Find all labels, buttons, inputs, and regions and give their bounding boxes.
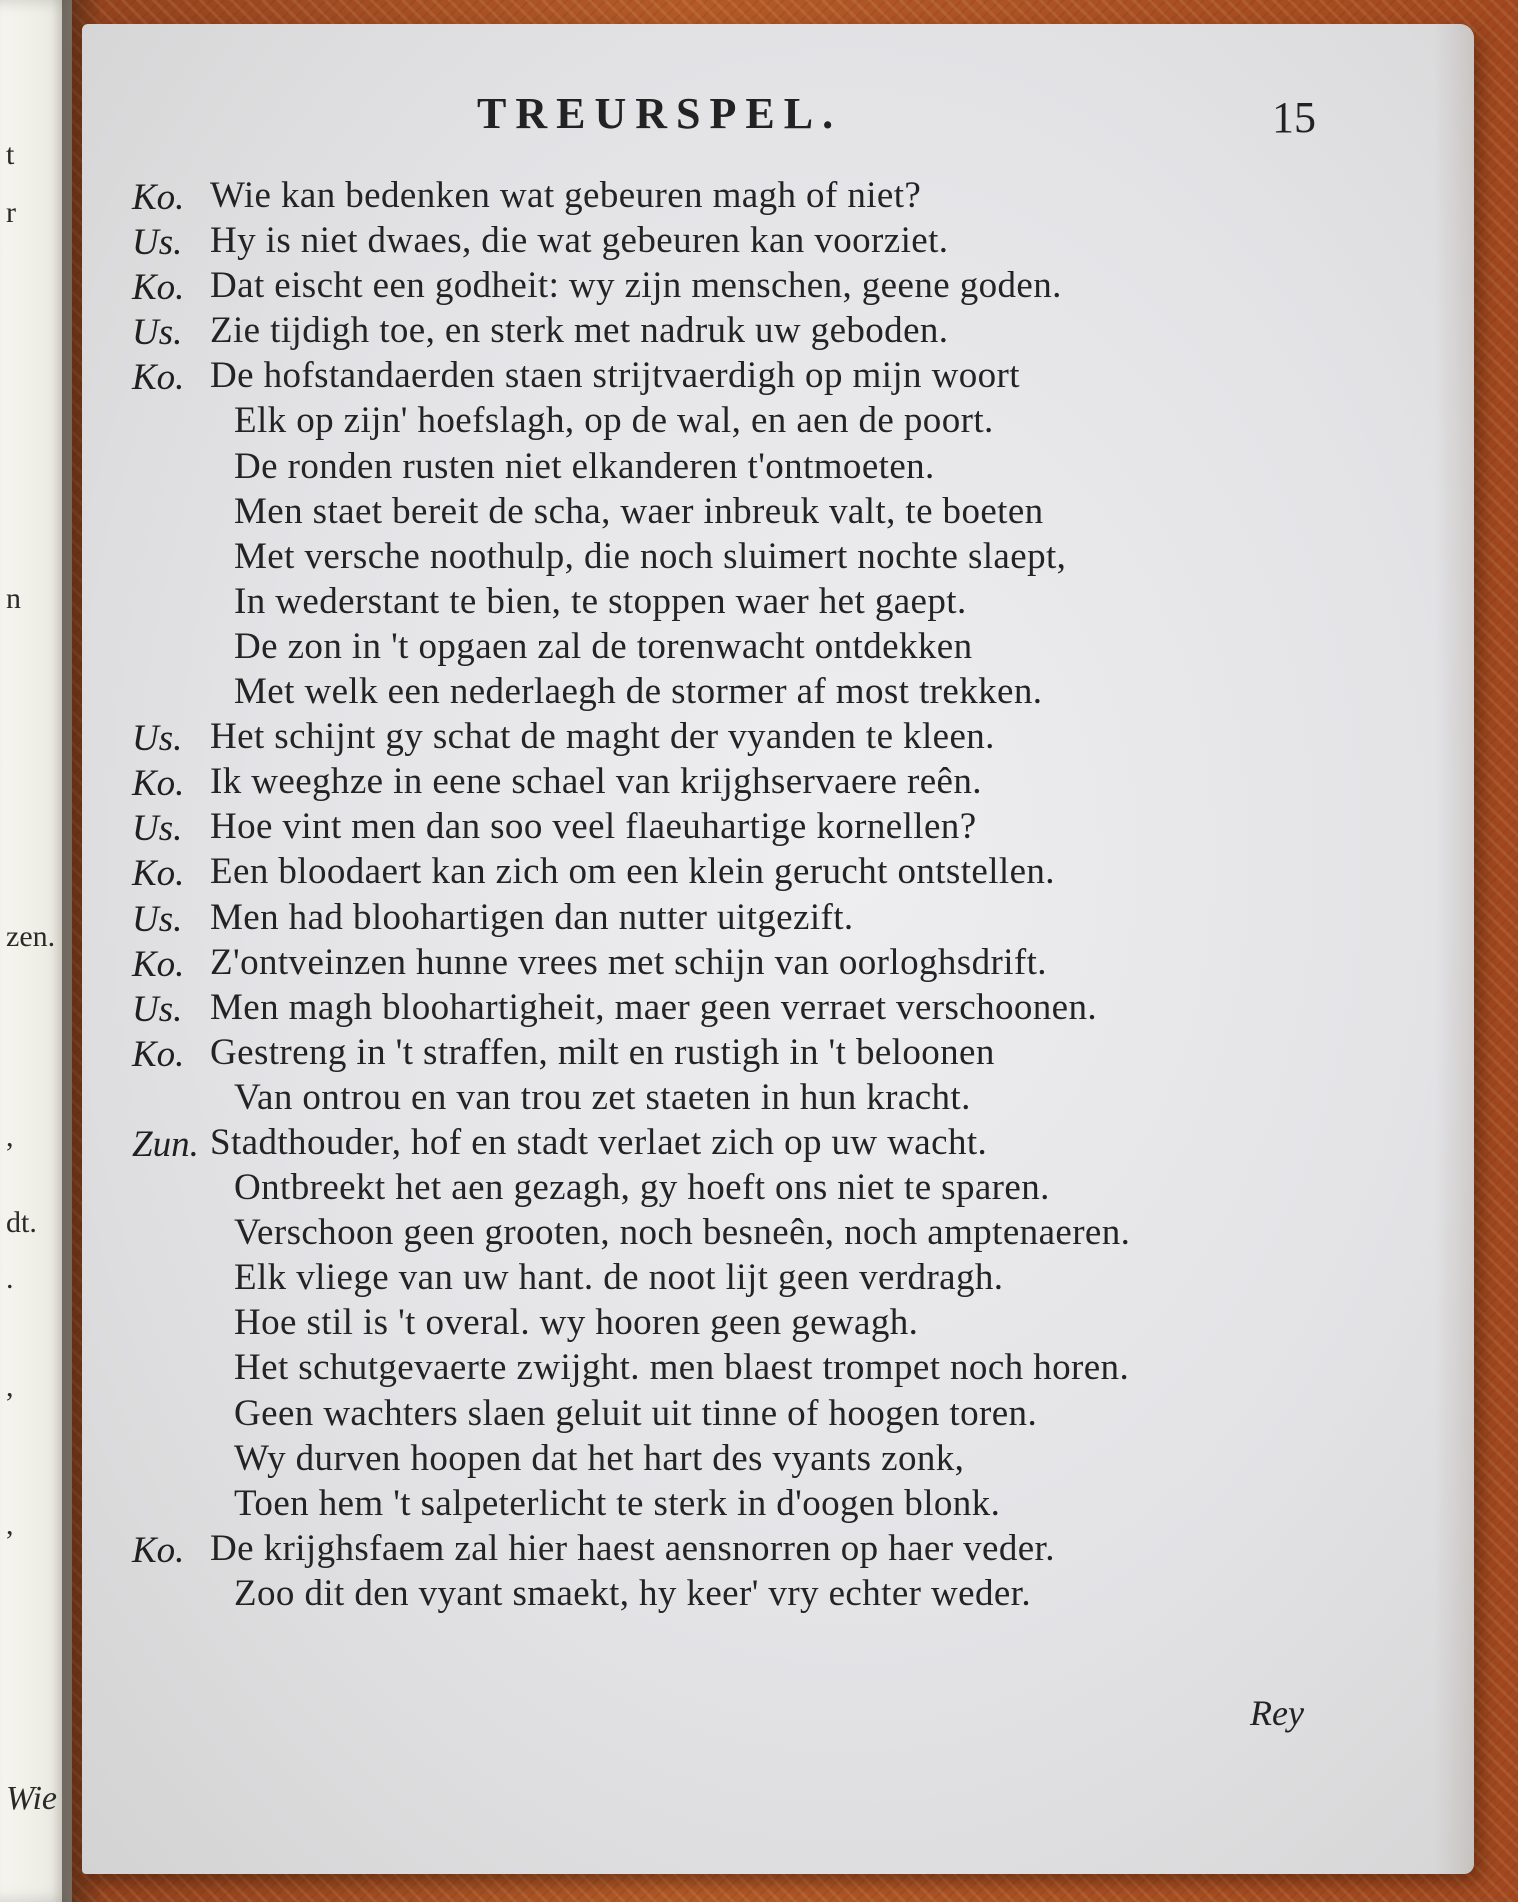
verse-line bbox=[82, 896, 1474, 941]
verse-line bbox=[82, 354, 1474, 399]
verse-line bbox=[82, 986, 1474, 1031]
facing-page-fragment: t bbox=[6, 138, 15, 171]
verse-text: Van ontrou en van trou zet staeten in hun kracht. bbox=[234, 1076, 971, 1118]
verse-text: De ronden rusten niet elkanderen t'ontmoeten. bbox=[234, 445, 935, 487]
speaker-label: Ko. bbox=[132, 763, 185, 805]
verse-line bbox=[82, 1256, 1474, 1301]
verse-text: Hoe stil is 't overal. wy hooren geen gewagh. bbox=[234, 1302, 919, 1344]
facing-page-fragment: zen. bbox=[6, 920, 56, 953]
verse-line bbox=[82, 1031, 1474, 1076]
speaker-label: Ko. bbox=[132, 357, 185, 399]
verse-text: Wy durven hoopen dat het hart des vyants zonk, bbox=[234, 1437, 965, 1479]
verse-line bbox=[82, 1482, 1474, 1527]
facing-page-fragment: , bbox=[6, 1508, 14, 1541]
verse-line bbox=[82, 760, 1474, 805]
facing-page-fragment: r bbox=[6, 196, 16, 229]
verse-line bbox=[82, 490, 1474, 535]
book-page bbox=[82, 24, 1474, 1874]
verse-text: De krijghsfaem zal hier haest aensnorren op haer veder. bbox=[210, 1527, 1055, 1569]
verse-line bbox=[82, 264, 1474, 309]
verse-line bbox=[82, 1572, 1474, 1617]
verse-text: Elk vliege van uw hant. de noot lijt geen verdragh. bbox=[234, 1257, 1004, 1299]
verse-line bbox=[82, 941, 1474, 986]
verse-text: Met welk een nederlaegh de stormer af most trekken. bbox=[234, 671, 1043, 713]
verse-line bbox=[82, 1121, 1474, 1166]
verse-text: Zie tijdigh toe, en sterk met nadruk uw geboden. bbox=[210, 310, 949, 352]
verse-line bbox=[82, 625, 1474, 670]
verse-text: Men had bloohartigen dan nutter uitgezift. bbox=[210, 896, 854, 938]
speaker-label: Us. bbox=[132, 222, 183, 264]
verse-line bbox=[82, 850, 1474, 895]
facing-page-fragment: n bbox=[6, 582, 21, 615]
verse-text: Verschoon geen grooten, noch besneên, noch amptenaeren. bbox=[234, 1212, 1131, 1254]
speaker-label: Ko. bbox=[132, 853, 185, 895]
verse-line bbox=[82, 580, 1474, 625]
verse-text: Hoe vint men dan soo veel flaeuhartige kornellen? bbox=[210, 806, 977, 848]
catchword: Rey bbox=[1250, 1693, 1304, 1733]
speaker-label: Us. bbox=[132, 718, 183, 760]
verse-text: Stadthouder, hof en stadt verlaet zich op uw wacht. bbox=[210, 1121, 988, 1163]
verse-line bbox=[82, 670, 1474, 715]
speaker-label: Us. bbox=[132, 988, 183, 1030]
speaker-label: Zun. bbox=[132, 1123, 199, 1165]
running-title: TREURSPEL. bbox=[477, 89, 843, 138]
verse-text: Men magh bloohartigheit, maer geen verraet verschoonen. bbox=[210, 986, 1098, 1028]
verse-line bbox=[82, 309, 1474, 354]
verse-line bbox=[82, 805, 1474, 850]
verse-line bbox=[82, 399, 1474, 444]
verse-text: Elk op zijn' hoefslagh, op de wal, en aen de poort. bbox=[234, 400, 994, 442]
verse-text: De zon in 't opgaen zal de torenwacht ontdekken bbox=[234, 625, 973, 667]
verse-text: Het schutgevaerte zwijght. men blaest trompet noch horen. bbox=[234, 1347, 1130, 1389]
verse-block bbox=[82, 174, 1474, 1617]
verse-text: Een bloodaert kan zich om een klein gerucht ontstellen. bbox=[210, 851, 1055, 893]
verse-line bbox=[82, 535, 1474, 580]
verse-line bbox=[82, 1166, 1474, 1211]
speaker-label: Ko. bbox=[132, 1033, 185, 1075]
verse-text: Het schijnt gy schat de maght der vyanden te kleen. bbox=[210, 716, 995, 758]
verse-text: Geen wachters slaen geluit uit tinne of hoogen toren. bbox=[234, 1392, 1038, 1434]
verse-text: De hofstandaerden staen strijtvaerdigh op mijn woort bbox=[210, 355, 1020, 397]
verse-text: Hy is niet dwaes, die wat gebeuren kan voorziet. bbox=[210, 220, 949, 262]
verse-line bbox=[82, 1527, 1474, 1572]
verse-line bbox=[82, 1076, 1474, 1121]
verse-line bbox=[82, 1392, 1474, 1437]
speaker-label: Us. bbox=[132, 808, 183, 850]
verse-text: Wie kan bedenken wat gebeuren magh of niet? bbox=[210, 175, 922, 216]
verse-text: Ontbreekt het aen gezagh, gy hoeft ons niet te sparen. bbox=[234, 1167, 1050, 1209]
speaker-label: Ko. bbox=[132, 1529, 185, 1571]
page-header bbox=[82, 88, 1474, 148]
verse-text: In wederstant te bien, te stoppen waer het gaept. bbox=[234, 580, 967, 622]
verse-line bbox=[82, 174, 1474, 219]
verse-text: Toen hem 't salpeterlicht te sterk in d'oogen blonk. bbox=[234, 1482, 1001, 1524]
verse-text: Gestreng in 't straffen, milt en rustigh in 't beloonen bbox=[210, 1031, 995, 1073]
verse-text: Ik weeghze in eene schael van krijghservaere reên. bbox=[210, 761, 982, 803]
verse-line bbox=[82, 1346, 1474, 1391]
verse-text: Men staet bereit de scha, waer inbreuk valt, te boeten bbox=[234, 490, 1044, 532]
page-number: 15 bbox=[1272, 93, 1316, 142]
facing-page-fragment: , bbox=[6, 1370, 14, 1403]
facing-page-fragment: , bbox=[6, 1120, 14, 1153]
speaker-label: Ko. bbox=[132, 267, 185, 309]
facing-page-fragment: . bbox=[6, 1262, 14, 1295]
verse-text: Met versche noothulp, die noch sluimert nochte slaept, bbox=[234, 535, 1067, 577]
verse-line bbox=[82, 445, 1474, 490]
facing-page-catchword: Wie bbox=[6, 1780, 57, 1817]
speaker-label: Us. bbox=[132, 312, 183, 354]
verse-text: Z'ontveinzen hunne vrees met schijn van oorloghsdrift. bbox=[210, 941, 1047, 983]
verse-line bbox=[82, 1437, 1474, 1482]
verse-line bbox=[82, 715, 1474, 760]
verse-line bbox=[82, 1211, 1474, 1256]
verse-text: Zoo dit den vyant smaekt, hy keer' vry echter weder. bbox=[234, 1572, 1032, 1614]
verse-line bbox=[82, 219, 1474, 264]
speaker-label: Ko. bbox=[132, 177, 185, 218]
verse-text: Dat eischt een godheit: wy zijn menschen, geene goden. bbox=[210, 265, 1062, 307]
speaker-label: Us. bbox=[132, 898, 183, 940]
verse-line bbox=[82, 1301, 1474, 1346]
facing-page-fragment: dt. bbox=[6, 1206, 37, 1239]
speaker-label: Ko. bbox=[132, 943, 185, 985]
